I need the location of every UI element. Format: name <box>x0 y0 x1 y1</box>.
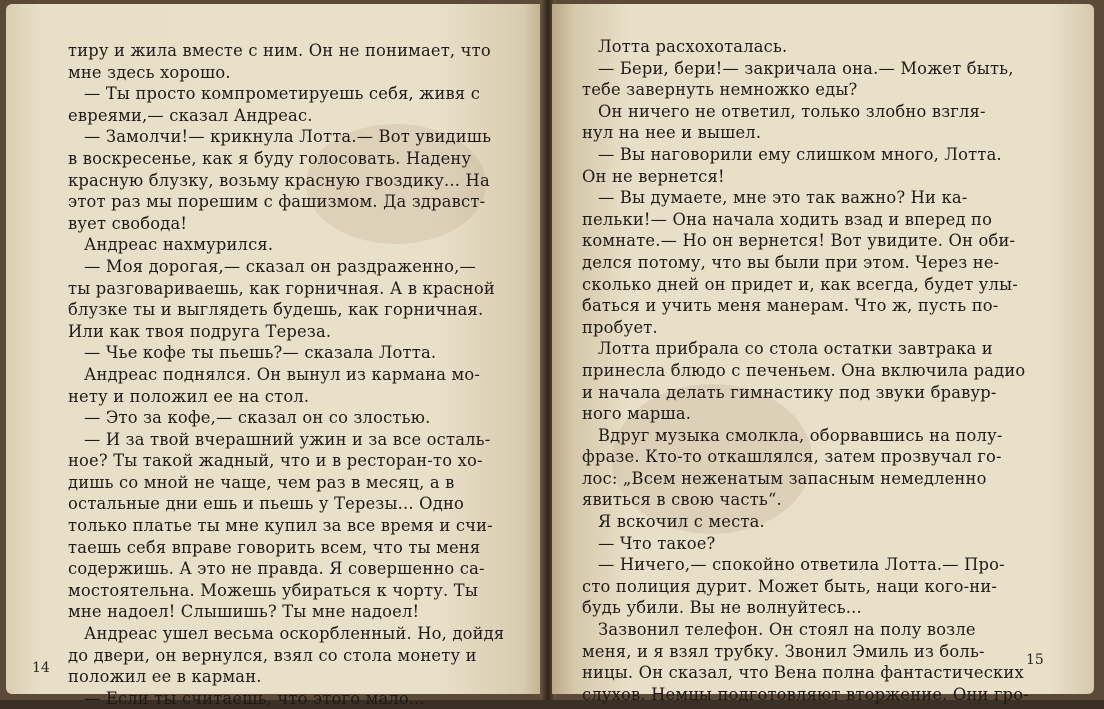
text-line: ницы. Он сказал, что Вена полна фантастических <box>582 663 1024 683</box>
text-line: меня, и я взял трубку. Звонил Эмиль из боль- <box>582 641 985 661</box>
text-line: — Что такое? <box>598 533 716 553</box>
text-line: в воскресенье, как я буду голосовать. Надену <box>68 148 472 168</box>
right-page <box>552 4 1094 704</box>
text-line: слухов. Немцы подготовляют вторжение. Они гро- <box>582 684 1029 704</box>
text-line: Лотта прибрала со стола остатки завтрака и <box>598 339 993 359</box>
text-line: — Ничего,— спокойно ответила Лотта.— Про- <box>598 555 1005 575</box>
text-line: остальные дни ешь и пьешь у Терезы... Одно <box>68 494 465 514</box>
text-line: мне здесь хорошо. <box>68 62 231 82</box>
text-line: принесла блюдо с печеньем. Она включила радио <box>582 360 1026 380</box>
text-line: евреями,— сказал Андреас. <box>68 105 313 125</box>
text-line: лос: „Всем неженатым запасным немедленно <box>582 468 987 488</box>
text-line: содержишь. А это не правда. Я совершенно са- <box>68 559 485 579</box>
text-line: Андреас ушел весьма оскорбленный. Но, дойдя <box>84 624 505 644</box>
text-line: баться и учить меня манерам. Что ж, пусть по- <box>582 296 999 316</box>
text-line: блузке ты и выглядеть будешь, как горничная. <box>68 300 484 320</box>
text-line: — Это за кофе,— сказал он со злостью. <box>84 408 431 428</box>
text-line: сколько дней он придет и, как всегда, будет улы- <box>582 274 1018 294</box>
text-line: Андреас поднялся. Он вынул из кармана мо- <box>84 364 481 384</box>
text-line: — Вы думаете, мне это так важно? Ни ка- <box>598 188 968 208</box>
text-line: — Если ты считаешь, что этого мало... <box>84 688 426 708</box>
text-line: явиться в свою часть“. <box>582 490 782 510</box>
text-line: — Моя дорогая,— сказал он раздраженно,— <box>84 256 477 276</box>
left-page-text <box>68 40 524 709</box>
text-line: Он не вернется! <box>582 166 725 186</box>
right-page-text <box>582 36 1050 705</box>
text-line: ты разговариваешь, как горничная. А в красной <box>68 278 495 298</box>
text-line: — Ты просто компрометируешь себя, живя с <box>84 84 481 104</box>
text-line: Андреас нахмурился. <box>84 235 274 255</box>
text-line: ное? Ты такой жадный, что и в ресторан-то хо- <box>68 451 483 471</box>
text-line: — Замолчи!— крикнула Лотта.— Вот увидишь <box>84 127 492 147</box>
text-line: — Чье кофе ты пьешь?— сказала Лотта. <box>84 343 437 363</box>
text-line: тиру и жила вместе с ним. Он не понимает, что <box>68 41 491 60</box>
text-line: тебе завернуть немножко еды? <box>582 80 858 100</box>
text-line: — И за твой вчерашний ужин и за все осталь- <box>84 429 491 449</box>
text-line: только платье ты мне купил за все время и счи- <box>68 516 493 536</box>
text-line: Он ничего не ответил, только злобно взгля- <box>598 101 986 121</box>
text-line: положил ее в карман. <box>68 667 262 687</box>
text-line: — Вы наговорили ему слишком много, Лотта. <box>598 144 1002 164</box>
text-line: мне надоел! Слышишь? Ты мне надоел! <box>68 602 420 622</box>
text-line: пробует. <box>582 317 658 337</box>
text-line: пельки!— Она начала ходить взад и вперед по <box>582 209 993 229</box>
text-line: будь убили. Вы не волнуйтесь... <box>582 598 862 618</box>
text-line: таешь себя вправе говорить всем, что ты меня <box>68 537 481 557</box>
text-line: Лотта расхохоталась. <box>598 37 788 56</box>
text-line: комнате.— Но он вернется! Вот увидите. Он оби- <box>582 231 1016 251</box>
right-page-number: 15 <box>1026 652 1044 668</box>
text-line: Вдруг музыка смолкла, оборвавшись на полу- <box>598 425 1003 445</box>
left-page <box>6 4 544 708</box>
text-line: — Бери, бери!— закричала она.— Может быть, <box>598 58 1014 78</box>
text-line: Или как твоя подруга Тереза. <box>68 321 332 341</box>
text-line: до двери, он вернулся, взял со стола монету и <box>68 645 477 665</box>
text-line: Я вскочил с места. <box>598 512 765 532</box>
text-line: делся потому, что вы были при этом. Через не- <box>582 252 1000 272</box>
text-line: вует свобода! <box>68 213 188 233</box>
text-line: красную блузку, возьму красную гвоздику... На <box>68 170 490 190</box>
text-line: нул на нее и вышел. <box>582 123 762 143</box>
text-line: этот раз мы порешим с фашизмом. Да здравст- <box>68 192 486 212</box>
left-page-number: 14 <box>32 660 50 676</box>
text-line: нету и положил ее на стол. <box>68 386 310 406</box>
text-line: Зазвонил телефон. Он стоял на полу возле <box>598 620 976 640</box>
text-line: фразе. Кто-то откашлялся, затем прозвучал го- <box>582 447 1002 467</box>
text-line: сто полиция дурит. Может быть, наци кого-ни- <box>582 576 998 596</box>
text-line: и начала делать гимнастику под звуки бравур- <box>582 382 997 402</box>
text-line: мостоятельна. Можешь убираться к чорту. Ты <box>68 580 478 600</box>
text-line: дишь со мной не чаще, чем раз в месяц, а в <box>68 472 455 492</box>
text-line: ного марша. <box>582 404 692 424</box>
